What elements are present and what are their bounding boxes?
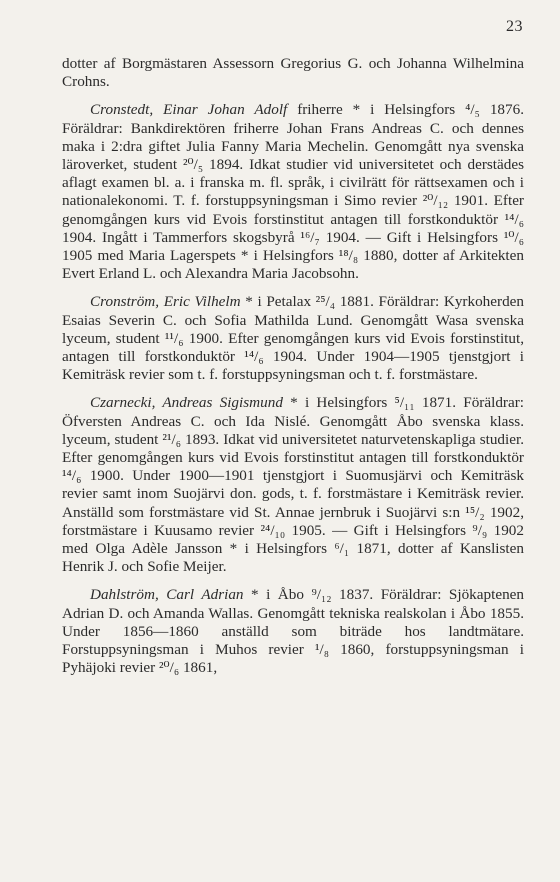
entry-name: Dahlström, Carl Adrian bbox=[90, 586, 244, 604]
entry-text: * i Petalax ²⁵/₄ 1881. Föräldrar: Kyrkoherden Esaias Severin C. och Sofia Mathilda Lund. Genomgått Wasa svenska lyceum, student ¹¹/₆ 1900. Efter genomgången kurs vid Evois forstinstitut, antagen till forstkonduktör ¹⁴/₆ 1904. Under 1904—1905 tjenstgjort i Kemiträsk revier som t. f. forstuppsyningsman och t. f. forstmästare. bbox=[62, 293, 524, 384]
entry-continued bbox=[62, 55, 524, 91]
entry-text: * i Åbo ⁹/₁₂ 1837. Föräldrar: Sjökaptenen Adrian D. och Amanda Wallas. Genomgått tekniska realskolan i Åbo 1855. Under 1856—1860 anställd som biträde hos landtmätare. Forstuppsyningsman i Muhos revier ¹/₈ 1860, forstuppsyningsman i Pyhäjoki revier ²⁰/₆ 1861, bbox=[62, 586, 524, 677]
entry-czarnecki bbox=[62, 394, 524, 576]
entry-dahlstrom bbox=[62, 586, 524, 677]
entry-cronstrom bbox=[62, 293, 524, 384]
entry-text: dotter af Borgmästaren Assessorn Gregorius G. och Johanna Wilhelmina Crohns. bbox=[62, 55, 524, 91]
page-body bbox=[62, 55, 524, 688]
entry-cronstedt bbox=[62, 101, 524, 283]
entry-text: * i Helsingfors ⁵/₁₁ 1871. Föräldrar: Öfversten Andreas C. och Ida Nislé. Genomgått Åbo svenska klass. lyceum, student ²¹/₆ 1893. Idkat vid universitetet naturvetenskapliga studier. Efter genomgången kurs vid Evois forstinstitut antagen till forstkonduktör ¹⁴/₆ 1900. Under 1900—1901 tjenstgjort i Suomusjärvi och Kemiträsk revier samt inom Suojärvi don. gods, t. f. forstmästare i Kemiträsk revier. Anställd som forstmästare vid St. Annae jernbruk i Suojärvi s:n ¹⁵/₂ 1902, forstmästare i Kuusamo revier ²⁴/₁₀ 1905. — Gift i Helsingfors ⁹/₉ 1902 med Olga Adèle Jansson * i Helsingfors ⁶/₁ 1871, dotter af Kanslisten Henrik J. och Sofie Meijer. bbox=[62, 394, 524, 576]
entry-text: friherre * i Helsingfors ⁴/₅ 1876. Föräldrar: Bankdirektören friherre Johan Frans Andreas C. och dennes maka i 2:dra giftet Julia Fanny Maria Mechelin. Genomgått nya svenska läroverket, student ²⁰/₅ 1894. Idkat studier vid universitetet och derstädes aflagt examen bl. a. i franska m. fl. språk, i civilrätt för rättsexamen och i nationalekonomi. T. f. forstuppsyningsman i Simo revier ²⁰/₁₂ 1901. Efter genomgången kurs vid Evois forstinstitut antagen till forstkonduktör ¹⁴/₆ 1904. Ingått i Tammerfors skogsbyrå ¹⁶/₇ 1904. — Gift i Helsingfors ¹⁰/₆ 1905 med Maria Lagerspets * i Helsingfors ¹⁸/₈ 1880, dotter af Arkitekten Evert Erland L. och Alexandra Maria Jacobsohn. bbox=[62, 101, 524, 283]
entry-name: Cronström, Eric Vilhelm bbox=[90, 293, 241, 311]
entry-name: Cronstedt, Einar Johan Adolf bbox=[90, 101, 288, 119]
entry-name: Czarnecki, Andreas Sigismund bbox=[90, 394, 283, 412]
page-number: 23 bbox=[506, 18, 523, 35]
